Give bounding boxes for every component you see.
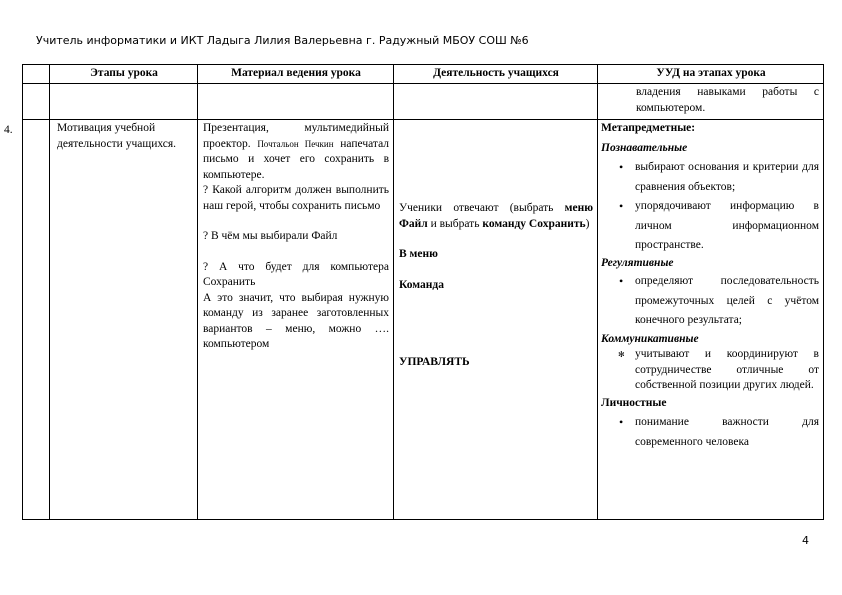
activity-answer-control: УПРАВЛЯТЬ	[399, 356, 470, 368]
material-question-file: ? В чём мы выбирали Файл	[203, 230, 338, 242]
uud-communicative-list	[601, 347, 819, 394]
list-item: • выбирают основания и критерии для сравнения объектов;	[601, 158, 819, 197]
cell-index	[23, 120, 50, 520]
list-item: ✻ учитывают и координируют в сотрудничестве отличные от собственной позиции других людей.	[601, 347, 819, 394]
cell-empty	[23, 84, 50, 120]
column-header-material: Материал ведения урока	[198, 65, 394, 84]
cell-empty	[198, 84, 394, 120]
uud-cognitive-list	[601, 158, 819, 256]
cell-stage	[50, 120, 198, 520]
table-header-row	[23, 65, 824, 84]
list-item: • упорядочивают информацию в личном информационном пространстве.	[601, 197, 819, 256]
uud-cognitive-title: Познавательные	[601, 141, 688, 154]
cell-empty	[50, 84, 198, 120]
list-item: • понимание важности для современного человека	[601, 413, 819, 452]
cell-empty	[394, 84, 598, 120]
activity-answer-command: Команда	[399, 278, 444, 291]
column-header-index	[23, 65, 50, 84]
cell-material	[198, 120, 394, 520]
uud-regulative-title: Регулятивные	[601, 256, 674, 269]
uud-personal-title: Личностные	[601, 396, 667, 409]
material-question-algorithm: ? Какой алгоритм должен выполнить наш герой, чтобы сохранить письмо	[203, 184, 389, 212]
table-row	[23, 120, 824, 520]
material-question-save: ? А что будет для компьютера Сохранить	[203, 260, 389, 288]
activity-answer: Ученики отвечают (выбрать меню Файл и выбрать команду Сохранить)	[399, 202, 594, 230]
activity-answer-menu: В меню	[399, 248, 438, 260]
column-header-uud: УУД на этапах урока	[598, 65, 824, 84]
uud-meta-title: Метапредметные:	[601, 122, 696, 134]
page-number: 4	[802, 534, 809, 547]
cell-uud	[598, 120, 824, 520]
material-paragraph: Презентация, мультимедийный проектор. Почтальон Печкин напечатал письмо и хочет его сохранить в компьютере.	[203, 122, 390, 181]
row-number: 4.	[4, 124, 13, 136]
continuation-cell: владения навыками работы с компьютером.	[598, 84, 824, 120]
column-header-activity: Деятельность учащихся	[394, 65, 598, 84]
stage-text: Мотивация учебной деятельности учащихся.	[57, 122, 177, 150]
column-header-stages: Этапы урока	[50, 65, 198, 84]
page-header: Учитель информатики и ИКТ Ладыга Лилия Валерьевна г. Радужный МБОУ СОШ №6	[36, 34, 529, 47]
lesson-table	[22, 64, 824, 520]
continuation-row	[23, 84, 824, 120]
cell-activity	[394, 120, 598, 520]
uud-personal-list	[601, 413, 819, 452]
uud-regulative-list	[601, 272, 819, 331]
uud-communicative-title: Коммуникативные	[601, 332, 699, 345]
material-conclusion: А это значит, что выбирая нужную команду из заранее заготовленных вариантов – меню, можно …. компьютером	[203, 291, 389, 350]
list-item: • определяют последовательность промежуточных целей с учётом конечного результата;	[601, 272, 819, 331]
